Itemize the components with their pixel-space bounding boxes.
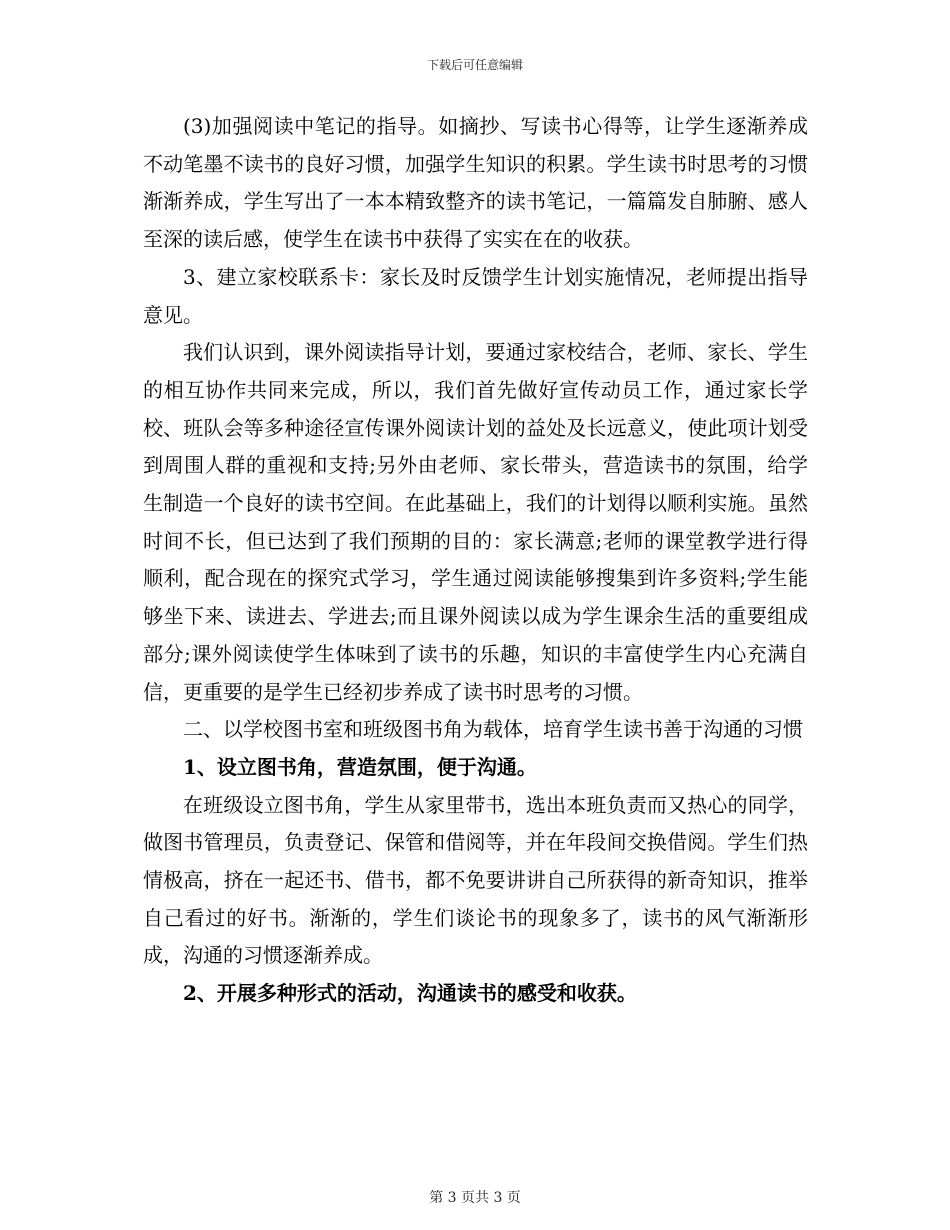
subheading-activities: 2、开展多种形式的活动，沟通读书的感受和收获。 [183, 981, 637, 1006]
document-body [143, 108, 808, 1013]
paragraph-home-school: 我们认识到，课外阅读指导计划，要通过家校结合，老师、家长、学生的相互协作共同来完成，所以，我们首先做好宣传动员工作，通过家长学校、班队会等多种途径宣传课外阅读计划的益处及长远意义，使此项计划受到周围人群的重视和支持;另外由老师、家长带头，营造读书的氛围，给学生制造一个良好的读书空间。在此基础上，我们的计划得以顺利实施。虽然时间不长，但已达到了我们预期的目的：家长满意;老师的课堂教学进行得顺利，配合现在的探究式学习，学生通过阅读能够搜集到许多资料;学生能够坐下来、读进去、学进去;而且课外阅读以成为学生课余生活的重要组成部分;课外阅读使学生体味到了读书的乐趣，知识的丰富使学生内心充满自信，更重要的是学生已经初步养成了读书时思考的习惯。 [143, 340, 808, 704]
subheading-book-corner: 1、设立图书角，营造氛围，便于沟通。 [183, 754, 537, 779]
paragraph-book-corner: 在班级设立图书角，学生从家里带书，选出本班负责而又热心的同学，做图书管理员，负责登记、保管和借阅等，并在年段间交换借阅。学生们热情极高，挤在一起还书、借书，都不免要讲讲自己所获得的新奇知识，推举自己看过的好书。渐渐的，学生们谈论书的现象多了，读书的风气渐渐形成，沟通的习惯逐渐养成。 [143, 792, 808, 968]
section-heading-library: 二、以学校图书室和班级图书角为载体，培育学生读书善于沟通的习惯 [183, 717, 803, 742]
paragraph-contact-card: 3、建立家校联系卡：家长及时反馈学生计划实施情况，老师提出指导意见。 [143, 264, 808, 327]
page-number-footer: 第 3 页共 3 页 [429, 1190, 521, 1206]
header-note: 下载后可任意编辑 [426, 58, 523, 72]
paragraph-reading-notes: (3)加强阅读中笔记的指导。如摘抄、写读书心得等，让学生逐渐养成不动笔墨不读书的良好习惯，加强学生知识的积累。学生读书时思考的习惯渐渐养成，学生写出了一本本精致整齐的读书笔记，一篇篇发自肺腑、感人至深的读后感，使学生在读书中获得了实实在在的收获。 [143, 114, 808, 252]
